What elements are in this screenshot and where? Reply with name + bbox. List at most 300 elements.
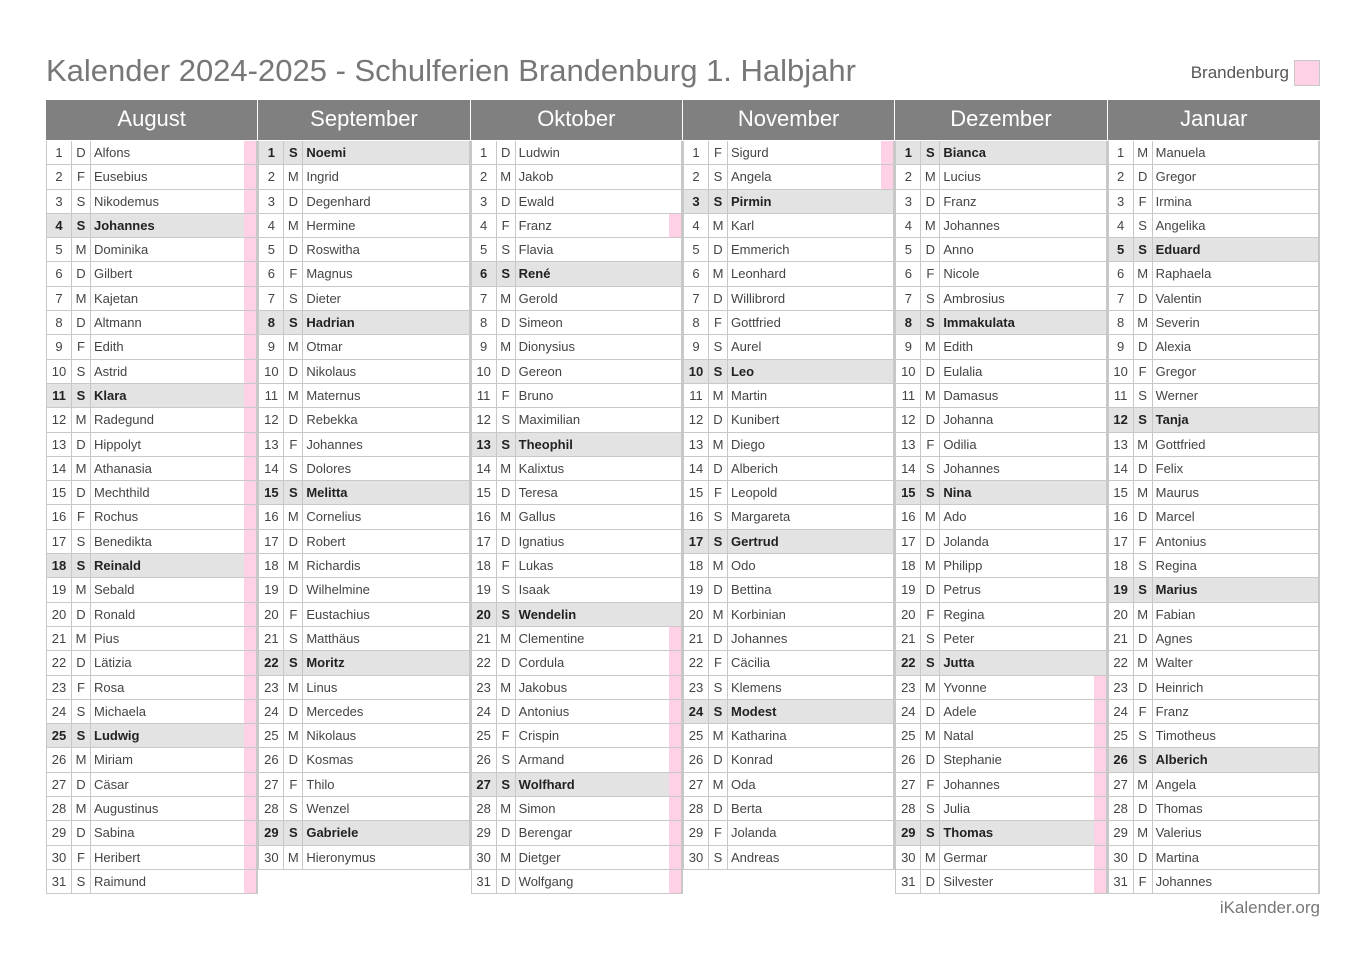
name-day: Ignatius	[518, 533, 565, 549]
name-day: Jolanda	[943, 533, 989, 549]
holiday-marker	[669, 724, 682, 747]
day-number: 10	[1108, 360, 1134, 383]
day-number: 24	[471, 700, 497, 723]
holiday-marker	[1306, 603, 1319, 626]
holiday-marker	[881, 433, 894, 456]
name-day: Pirmin	[730, 193, 772, 209]
holiday-marker	[881, 603, 894, 626]
day-number: 15	[895, 481, 921, 504]
day-row	[683, 651, 894, 675]
day-row	[895, 214, 1106, 238]
day-row	[258, 554, 469, 578]
name-day: Gabriele	[306, 825, 359, 841]
holiday-marker	[457, 821, 470, 844]
name-day: Martina	[1155, 849, 1199, 865]
day-number: 26	[258, 748, 284, 771]
name-day: Noemi	[306, 145, 347, 160]
holiday-marker	[1094, 603, 1107, 626]
day-row	[1108, 870, 1319, 894]
holiday-marker	[457, 287, 470, 310]
day-row	[46, 530, 257, 554]
day-number: 7	[471, 287, 497, 310]
weekday: D	[1134, 335, 1153, 358]
holiday-marker	[881, 457, 894, 480]
day-row	[895, 481, 1106, 505]
name-day: Nina	[943, 485, 972, 501]
name-day: Willibrord	[730, 290, 786, 306]
day-number: 30	[258, 846, 284, 869]
holiday-marker	[669, 627, 682, 650]
holiday-marker	[1094, 700, 1107, 723]
name-day: Lukas	[518, 558, 554, 574]
name-day: Hieronymus	[306, 849, 376, 865]
day-number: 14	[895, 457, 921, 480]
day-row	[683, 214, 894, 238]
name-day: Natal	[943, 728, 974, 744]
weekday: F	[1134, 530, 1153, 553]
holiday-marker	[457, 433, 470, 456]
name-day: Lätizia	[94, 655, 132, 671]
holiday-marker	[1094, 238, 1107, 261]
day-row	[46, 335, 257, 359]
name-day: Wendelin	[518, 606, 577, 622]
holiday-marker	[244, 311, 257, 334]
day-number: 8	[46, 311, 72, 334]
day-row	[895, 190, 1106, 214]
holiday-marker	[244, 846, 257, 869]
day-number: 16	[895, 505, 921, 528]
holiday-marker	[1306, 627, 1319, 650]
holiday-marker	[1306, 821, 1319, 844]
weekday: S	[921, 797, 940, 820]
day-number: 19	[258, 578, 284, 601]
day-number: 12	[683, 408, 709, 431]
weekday: D	[284, 190, 303, 213]
name-day: Heribert	[94, 849, 141, 865]
day-number: 26	[46, 748, 72, 771]
weekday: F	[284, 433, 303, 456]
name-day: Klemens	[730, 679, 782, 695]
day-number: 1	[258, 141, 284, 164]
weekday: S	[709, 700, 728, 723]
weekday: M	[284, 165, 303, 188]
day-row	[471, 165, 682, 189]
name-day: Eduard	[1155, 242, 1201, 258]
holiday-marker	[881, 287, 894, 310]
holiday-marker	[1306, 530, 1319, 553]
day-row	[471, 870, 682, 894]
name-day: Alberich	[730, 460, 778, 476]
weekday: M	[1134, 821, 1153, 844]
day-number: 25	[683, 724, 709, 747]
name-day: Johannes	[730, 630, 788, 646]
day-number: 5	[471, 238, 497, 261]
holiday-marker	[244, 214, 257, 237]
name-day: Johannes	[943, 776, 1000, 792]
holiday-marker	[881, 700, 894, 723]
day-number: 6	[258, 262, 284, 285]
name-day: Gottfried	[730, 315, 781, 331]
name-day: Roswitha	[306, 242, 360, 258]
holiday-marker	[457, 676, 470, 699]
name-day: Franz	[943, 193, 977, 209]
holiday-marker	[881, 335, 894, 358]
holiday-marker	[669, 797, 682, 820]
day-row	[258, 676, 469, 700]
weekday: D	[921, 408, 940, 431]
day-row	[46, 141, 257, 165]
day-row	[258, 724, 469, 748]
name-day: Bianca	[943, 145, 986, 160]
holiday-marker	[881, 676, 894, 699]
legend	[1191, 60, 1320, 86]
name-day: Kalixtus	[518, 460, 565, 476]
holiday-marker	[244, 141, 257, 164]
day-row	[258, 773, 469, 797]
month-header: Januar	[1108, 100, 1320, 140]
holiday-marker	[669, 530, 682, 553]
holiday-marker	[457, 505, 470, 528]
day-row	[471, 627, 682, 651]
holiday-marker	[457, 578, 470, 601]
name-day: Dieter	[306, 290, 342, 306]
day-row	[683, 433, 894, 457]
holiday-marker	[1094, 627, 1107, 650]
day-number: 11	[46, 384, 72, 407]
name-day: Mechthild	[94, 485, 150, 501]
day-number: 20	[895, 603, 921, 626]
name-day: Timotheus	[1155, 728, 1216, 744]
weekday: D	[72, 821, 91, 844]
holiday-marker	[669, 311, 682, 334]
day-row	[1108, 797, 1319, 821]
holiday-marker	[1306, 141, 1319, 164]
day-row	[895, 627, 1106, 651]
day-number: 15	[258, 481, 284, 504]
name-day: Ronald	[94, 606, 136, 622]
day-number: 2	[683, 165, 709, 188]
day-number: 9	[258, 335, 284, 358]
weekday: F	[709, 651, 728, 674]
day-number: 23	[683, 676, 709, 699]
weekday: D	[497, 481, 516, 504]
holiday-marker	[1094, 408, 1107, 431]
day-number: 22	[895, 651, 921, 674]
weekday: S	[921, 651, 940, 674]
holiday-marker	[1094, 457, 1107, 480]
weekday: F	[709, 821, 728, 844]
day-row	[895, 700, 1106, 724]
name-day: Anno	[943, 242, 974, 258]
holiday-marker	[457, 603, 470, 626]
holiday-marker	[881, 360, 894, 383]
day-number: 27	[46, 773, 72, 796]
name-day: Wolfgang	[518, 873, 574, 889]
holiday-marker	[244, 335, 257, 358]
weekday: D	[72, 481, 91, 504]
name-day: Felix	[1155, 460, 1184, 476]
day-row	[683, 821, 894, 845]
weekday: F	[72, 165, 91, 188]
day-row	[895, 311, 1106, 335]
weekday: S	[1134, 214, 1153, 237]
day-number: 22	[471, 651, 497, 674]
day-row	[471, 773, 682, 797]
weekday: S	[284, 627, 303, 650]
name-day: Ambrosius	[943, 290, 1005, 306]
name-day: Sabina	[94, 825, 135, 841]
holiday-marker	[669, 360, 682, 383]
month-column	[46, 100, 258, 894]
weekday: D	[497, 311, 516, 334]
name-day: Antonius	[518, 703, 570, 719]
holiday-marker	[1306, 214, 1319, 237]
name-day: Gregor	[1155, 363, 1197, 379]
day-row	[895, 724, 1106, 748]
day-number: 22	[683, 651, 709, 674]
day-row	[258, 214, 469, 238]
holiday-marker	[669, 505, 682, 528]
day-row	[895, 457, 1106, 481]
name-day: Martin	[730, 387, 768, 403]
day-row	[471, 287, 682, 311]
holiday-marker	[1094, 821, 1107, 844]
weekday: D	[921, 870, 940, 893]
name-day: Berengar	[518, 825, 573, 841]
weekday: M	[921, 505, 940, 528]
weekday: S	[72, 870, 91, 893]
name-day: Alexia	[1155, 339, 1192, 355]
holiday-marker	[244, 408, 257, 431]
day-row	[471, 214, 682, 238]
day-number: 28	[258, 797, 284, 820]
weekday: S	[72, 214, 91, 237]
name-day: Fabian	[1155, 606, 1196, 622]
holiday-marker	[244, 627, 257, 650]
holiday-marker	[669, 554, 682, 577]
day-row	[46, 846, 257, 870]
day-row	[258, 700, 469, 724]
month-header: November	[683, 100, 895, 140]
name-day: Astrid	[94, 363, 128, 379]
day-row	[683, 141, 894, 165]
name-day: Valerius	[1155, 825, 1202, 841]
name-day: Ludwig	[94, 728, 140, 744]
weekday: M	[497, 287, 516, 310]
holiday-marker	[244, 603, 257, 626]
day-row	[1108, 335, 1319, 359]
weekday: S	[497, 262, 516, 285]
day-number: 18	[895, 554, 921, 577]
day-number: 18	[683, 554, 709, 577]
day-number: 14	[1108, 457, 1134, 480]
name-day: Robert	[306, 533, 346, 549]
weekday: S	[921, 457, 940, 480]
holiday-marker	[669, 335, 682, 358]
name-day: Severin	[1155, 315, 1200, 331]
name-day: Nikodemus	[94, 193, 160, 209]
day-row	[258, 821, 469, 845]
day-number: 8	[1108, 311, 1134, 334]
day-row	[895, 505, 1106, 529]
day-row	[895, 603, 1106, 627]
holiday-marker	[1094, 335, 1107, 358]
day-number: 21	[683, 627, 709, 650]
day-row	[895, 846, 1106, 870]
footer-brand[interactable]: iKalender.org	[1219, 898, 1320, 917]
holiday-marker	[1306, 846, 1319, 869]
day-number: 1	[1108, 141, 1134, 164]
day-number: 15	[683, 481, 709, 504]
name-day: Johannes	[943, 460, 1000, 476]
weekday: D	[1134, 797, 1153, 820]
weekday: D	[709, 457, 728, 480]
day-number: 13	[683, 433, 709, 456]
holiday-marker	[244, 554, 257, 577]
name-day: Gertrud	[730, 533, 779, 549]
name-day: Theophil	[518, 436, 573, 452]
weekday: D	[1134, 457, 1153, 480]
holiday-marker	[1094, 190, 1107, 213]
day-number: 3	[895, 190, 921, 213]
holiday-marker	[1094, 651, 1107, 674]
weekday: D	[284, 700, 303, 723]
weekday: S	[921, 141, 940, 164]
day-row	[895, 530, 1106, 554]
day-row	[471, 238, 682, 262]
calendar-grid	[46, 100, 1320, 894]
weekday: M	[497, 335, 516, 358]
day-number: 19	[683, 578, 709, 601]
weekday: F	[72, 335, 91, 358]
name-day: Angelika	[1155, 217, 1206, 233]
name-day: Gilbert	[94, 266, 133, 282]
day-number: 27	[895, 773, 921, 796]
day-number: 1	[683, 141, 709, 164]
day-number: 4	[258, 214, 284, 237]
day-number: 21	[895, 627, 921, 650]
day-row	[683, 238, 894, 262]
holiday-marker	[881, 651, 894, 674]
name-day: Johanna	[943, 412, 994, 428]
day-row	[895, 360, 1106, 384]
day-row	[46, 287, 257, 311]
name-day: Gottfried	[1155, 436, 1206, 452]
weekday: M	[921, 676, 940, 699]
holiday-marker	[1306, 773, 1319, 796]
day-row	[258, 797, 469, 821]
day-number: 29	[471, 821, 497, 844]
holiday-marker	[1094, 165, 1107, 188]
day-row	[895, 141, 1106, 165]
holiday-marker	[457, 165, 470, 188]
name-day: Benedikta	[94, 533, 152, 549]
day-number: 4	[1108, 214, 1134, 237]
month-column	[1108, 100, 1320, 894]
day-row	[683, 335, 894, 359]
day-row	[471, 700, 682, 724]
day-number: 23	[258, 676, 284, 699]
day-row	[1108, 238, 1319, 262]
day-row	[683, 603, 894, 627]
day-number: 10	[895, 360, 921, 383]
holiday-marker	[244, 773, 257, 796]
holiday-marker	[244, 651, 257, 674]
day-number: 19	[46, 578, 72, 601]
day-number: 21	[258, 627, 284, 650]
day-row	[46, 238, 257, 262]
holiday-marker	[669, 700, 682, 723]
holiday-marker	[1306, 651, 1319, 674]
holiday-marker	[457, 530, 470, 553]
day-row	[683, 165, 894, 189]
name-day: Thomas	[1155, 801, 1203, 817]
day-row	[895, 335, 1106, 359]
weekday: S	[1134, 408, 1153, 431]
day-row	[258, 651, 469, 675]
day-number: 20	[1108, 603, 1134, 626]
weekday: M	[1134, 141, 1153, 164]
day-row	[46, 262, 257, 286]
name-day: Wenzel	[306, 801, 350, 817]
day-row	[683, 311, 894, 335]
day-row	[1108, 505, 1319, 529]
day-row	[46, 457, 257, 481]
holiday-marker	[457, 773, 470, 796]
day-number: 10	[46, 360, 72, 383]
day-number: 30	[683, 846, 709, 869]
day-row	[46, 651, 257, 675]
holiday-marker	[881, 481, 894, 504]
day-row	[46, 311, 257, 335]
name-day: Bettina	[730, 582, 772, 598]
weekday: M	[72, 287, 91, 310]
name-day: Thomas	[943, 825, 994, 841]
day-row	[895, 748, 1106, 772]
weekday: S	[284, 287, 303, 310]
day-row	[258, 481, 469, 505]
holiday-marker	[669, 141, 682, 164]
day-row	[471, 311, 682, 335]
day-row	[471, 360, 682, 384]
holiday-marker	[457, 384, 470, 407]
day-row	[683, 797, 894, 821]
day-row	[46, 870, 257, 894]
day-row	[258, 627, 469, 651]
name-day: Gereon	[518, 363, 563, 379]
day-row	[46, 433, 257, 457]
day-number: 27	[1108, 773, 1134, 796]
holiday-marker	[669, 433, 682, 456]
day-number: 14	[46, 457, 72, 480]
weekday: M	[72, 457, 91, 480]
holiday-marker	[457, 311, 470, 334]
day-row	[46, 724, 257, 748]
holiday-marker	[1094, 846, 1107, 869]
name-day: Manuela	[1155, 145, 1206, 160]
weekday: S	[72, 190, 91, 213]
holiday-marker	[881, 190, 894, 213]
day-number: 31	[46, 870, 72, 893]
weekday: F	[709, 141, 728, 164]
day-row	[46, 214, 257, 238]
weekday: M	[921, 214, 940, 237]
name-day: Rosa	[94, 679, 125, 695]
name-day: Franz	[518, 217, 552, 233]
name-day: Dionysius	[518, 339, 576, 355]
day-number: 26	[683, 748, 709, 771]
day-number: 20	[46, 603, 72, 626]
